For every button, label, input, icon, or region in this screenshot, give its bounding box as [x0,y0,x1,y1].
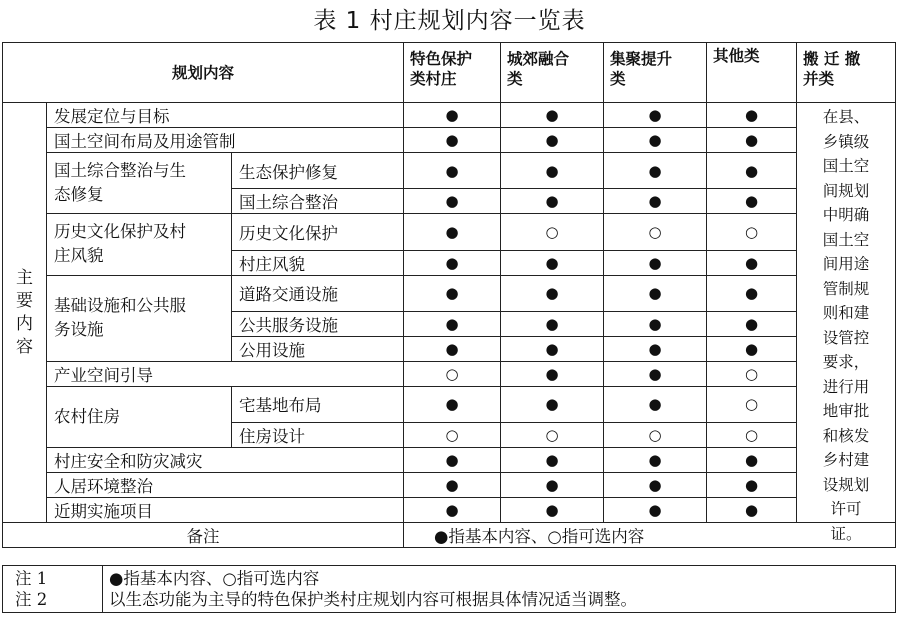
header-col-4: 其他类 [707,43,797,103]
header-col-1: 特色保护 类村庄 [404,43,501,103]
relocation-line: 在县、 [822,108,870,126]
mark-cell: ● [604,361,707,386]
mark-cell: ● [501,275,604,311]
mark-cell: ● [604,386,707,422]
header-col-3: 集聚提升 类 [604,43,707,103]
relocation-line: 中明确 [822,206,870,224]
notes-table [2,565,896,613]
mark-cell: ● [707,448,797,473]
relocation-line: 证。 [830,524,862,543]
mark-cell: ○ [404,361,501,386]
table-row [3,103,896,128]
sub-item-cell: 道路交通设施 [232,275,404,311]
mark-cell: ● [404,311,501,336]
side-label: 主 要 内 容 [3,103,47,523]
mark-cell: ● [501,386,604,422]
relocation-line: 管制规 [822,279,870,298]
sub-item-cell: 宅基地布局 [232,386,404,422]
header-content: 规划内容 [3,43,404,103]
item-cell: 发展定位与目标 [47,103,404,128]
relocation-line: 设管控 [822,328,870,347]
mark-cell: ● [404,189,501,214]
mark-cell: ● [604,153,707,189]
mark-cell: ● [604,448,707,473]
table-row [3,473,896,498]
table-row [3,448,896,473]
mark-cell: ○ [707,361,797,386]
mark-cell: ● [604,275,707,311]
mark-cell: ○ [404,423,501,448]
relocation-line: 间用途 [822,255,870,273]
mark-cell: ● [604,250,707,275]
mark-cell: ● [707,275,797,311]
mark-cell: ● [404,153,501,189]
relocation-line: 要求， [822,353,870,371]
note-text: 以生态功能为主导的特色保护类村庄规划内容可根据具体情况适当调整。 [109,590,637,609]
mark-cell: ● [604,311,707,336]
mark-cell: ● [501,311,604,336]
sub-item-cell: 村庄风貌 [232,250,404,275]
sub-item-cell: 国土综合整治 [232,189,404,214]
table-title: 表 1 村庄规划内容一览表 [313,8,586,34]
item-cell: 村庄安全和防灾减灾 [47,448,404,473]
item-cell: 国土空间布局及用途管制 [47,128,404,153]
mark-cell: ● [501,498,604,523]
mark-cell: ○ [707,386,797,422]
note-label: 注 1 [15,569,48,588]
table-row [3,386,896,422]
mark-cell: ● [501,473,604,498]
sub-item-cell: 历史文化保护 [232,214,404,250]
mark-cell: ○ [501,214,604,250]
mark-cell: ● [404,103,501,128]
mark-cell: ● [707,311,797,336]
item-cell: 人居环境整治 [47,473,404,498]
relocation-line: 乡镇级 [822,132,870,151]
mark-cell: ● [707,189,797,214]
mark-cell: ● [604,128,707,153]
item-cell: 近期实施项目 [47,498,404,523]
table-row [3,361,896,386]
relocation-line: 则和建 [822,304,870,322]
relocation-line: 间规划 [822,181,870,200]
table-row [3,214,896,250]
relocation-line: 进行用 [822,377,870,396]
mark-cell: ● [707,498,797,523]
note-label: 注 2 [15,590,48,609]
mark-cell: ● [707,128,797,153]
mark-cell: ● [604,336,707,361]
sub-item-cell: 生态保护修复 [232,153,404,189]
table-row [3,128,896,153]
sub-item-cell: 公共服务设施 [232,311,404,336]
mark-cell: ● [604,473,707,498]
relocation-line: 设规划 [822,475,870,494]
mark-cell: ● [404,128,501,153]
notes-labels [3,566,103,613]
sub-item-cell: 公用设施 [232,336,404,361]
mark-cell: ● [707,250,797,275]
table-row [3,275,896,311]
mark-cell: ○ [501,423,604,448]
mark-cell: ● [404,473,501,498]
planning-content-table [2,42,896,548]
relocation-line: 国土空 [822,157,870,175]
mark-cell: ● [501,361,604,386]
relocation-line: 乡村建 [822,451,870,469]
mark-cell: ● [404,336,501,361]
item-cell: 产业空间引导 [47,361,404,386]
remark-row [3,523,896,548]
mark-cell: ● [404,448,501,473]
mark-cell: ● [501,128,604,153]
mark-cell: ● [501,336,604,361]
mark-cell: ● [501,189,604,214]
mark-cell: ● [501,250,604,275]
notes-row [3,566,896,613]
mark-cell: ○ [604,214,707,250]
mark-cell: ● [707,336,797,361]
remark-label: 备注 [3,523,404,548]
mark-cell: ● [404,498,501,523]
mark-cell: ● [604,498,707,523]
group-item-cell: 基础设施和公共服 务设施 [47,275,232,361]
relocation-line: 地审批 [822,402,870,420]
note-text: ●指基本内容、○指可选内容 [109,569,320,588]
mark-cell: ● [604,189,707,214]
table-row [3,498,896,523]
mark-cell: ○ [707,423,797,448]
mark-cell: ○ [707,214,797,250]
relocation-description [797,103,896,543]
mark-cell: ● [707,153,797,189]
relocation-line: 国土空 [822,230,870,249]
mark-cell: ● [404,214,501,250]
mark-cell: ○ [604,423,707,448]
relocation-line: 和核发 [822,426,870,445]
remark-value: ●指基本内容、○指可选内容 [404,523,896,548]
mark-cell: ● [707,473,797,498]
header-col-5: 搬 迁 撤 并类 [797,43,896,103]
mark-cell: ● [404,386,501,422]
sub-item-cell: 住房设计 [232,423,404,448]
relocation-line: 许可 [830,500,862,518]
mark-cell: ● [404,275,501,311]
mark-cell: ● [501,103,604,128]
notes-texts [103,566,896,613]
header-col-2: 城郊融合 类 [501,43,604,103]
mark-cell: ● [501,153,604,189]
mark-cell: ● [501,448,604,473]
group-item-cell: 历史文化保护及村 庄风貌 [47,214,232,275]
group-item-cell: 国土综合整治与生 态修复 [47,153,232,214]
table-row [3,153,896,189]
header-row [3,43,896,103]
mark-cell: ● [404,250,501,275]
group-item-cell: 农村住房 [47,386,232,447]
mark-cell: ● [604,103,707,128]
mark-cell: ● [707,103,797,128]
